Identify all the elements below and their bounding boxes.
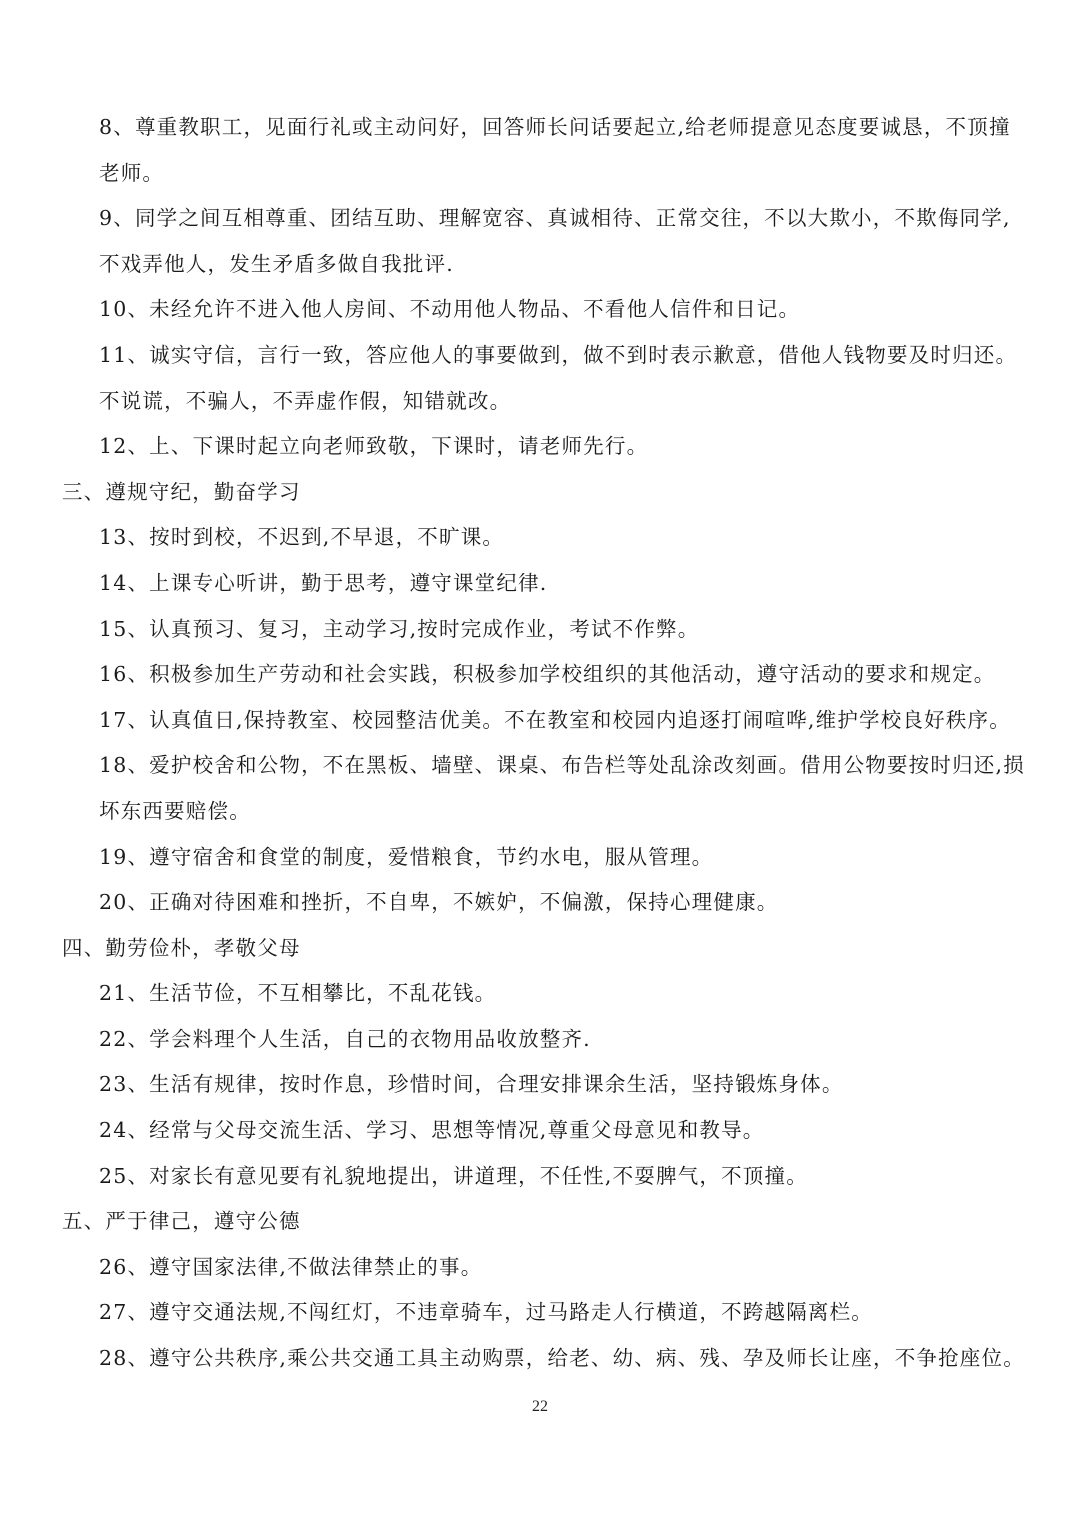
rule-item-9: 9、同学之间互相尊重、团结互助、理解宽容、真诚相待、正常交往，不以大欺小，不欺侮同学, <box>99 206 1011 231</box>
rule-item-23: 23、生活有规律，按时作息，珍惜时间，合理安排课余生活，坚持锻炼身体。 <box>99 1072 844 1097</box>
rule-item-15: 15、认真预习、复习，主动学习,按时完成作业，考试不作弊。 <box>99 616 700 641</box>
rule-item-9-continued: 不戏弄他人，发生矛盾多做自我批评. <box>99 251 454 276</box>
section-heading-3: 三、遵规守纪，勤奋学习 <box>62 479 301 504</box>
page-number: 22 <box>532 1398 548 1415</box>
section-heading-5: 五、严于律己，遵守公德 <box>62 1209 301 1234</box>
rule-item-10: 10、未经允许不进入他人房间、不动用他人物品、不看他人信件和日记。 <box>99 297 801 322</box>
rule-item-8: 8、尊重教职工，见面行礼或主动问好，回答师长问话要起立,给老师提意见态度要诚恳，不顶撞 <box>99 115 1011 139</box>
rule-item-11: 11、诚实守信，言行一致，答应他人的事要做到，做不到时表示歉意，借他人钱物要及时归还。 <box>99 342 1018 367</box>
rule-item-16: 16、积极参加生产劳动和社会实践，积极参加学校组织的其他活动，遵守活动的要求和规定。 <box>99 662 996 687</box>
rule-item-12: 12、上、下课时起立向老师致敬，下课时，请老师先行。 <box>99 434 649 459</box>
document-body <box>62 105 1024 1382</box>
rule-item-26: 26、遵守国家法律,不做法律禁止的事。 <box>99 1254 483 1279</box>
rule-item-22: 22、学会料理个人生活，自己的衣物用品收放整齐. <box>99 1026 591 1051</box>
rule-item-17: 17、认真值日,保持教室、校园整洁优美。不在教室和校园内追逐打闹喧哗,维护学校良好秩序。 <box>99 707 1011 732</box>
rule-item-18-continued: 坏东西要赔偿。 <box>99 798 251 823</box>
rule-item-11-continued: 不说谎，不骗人，不弄虚作假，知错就改。 <box>99 388 512 413</box>
rule-item-24: 24、经常与父母交流生活、学习、思想等情况,尊重父母意见和教导。 <box>99 1118 765 1143</box>
rule-item-19: 19、遵守宿舍和食堂的制度，爱惜粮食，节约水电，服从管理。 <box>99 844 714 869</box>
rule-item-28: 28、遵守公共秩序,乘公共交通工具主动购票，给老、幼、病、残、孕及师长让座，不争抢座位。 <box>99 1346 1025 1371</box>
section-heading-4: 四、勤劳俭朴，孝敬父母 <box>62 935 301 960</box>
rule-item-8-continued: 老师。 <box>99 160 165 185</box>
rule-item-18: 18、爱护校舍和公物，不在黑板、墙壁、课桌、布告栏等处乱涂改刻画。借用公物要按时归还,损 <box>99 753 1025 778</box>
rule-item-13: 13、按时到校，不迟到,不早退，不旷课。 <box>99 525 505 550</box>
rule-item-20: 20、正确对待困难和挫折，不自卑，不嫉妒，不偏激，保持心理健康。 <box>99 890 779 915</box>
rule-item-21: 21、生活节俭，不互相攀比，不乱花钱。 <box>99 981 497 1006</box>
rule-item-25: 25、对家长有意见要有礼貌地提出，讲道理，不任性,不耍脾气，不顶撞。 <box>99 1163 808 1188</box>
rule-item-14: 14、上课专心听讲，勤于思考，遵守课堂纪律. <box>99 570 548 595</box>
rule-item-27: 27、遵守交通法规,不闯红灯，不违章骑车，过马路走人行横道，不跨越隔离栏。 <box>99 1300 873 1325</box>
